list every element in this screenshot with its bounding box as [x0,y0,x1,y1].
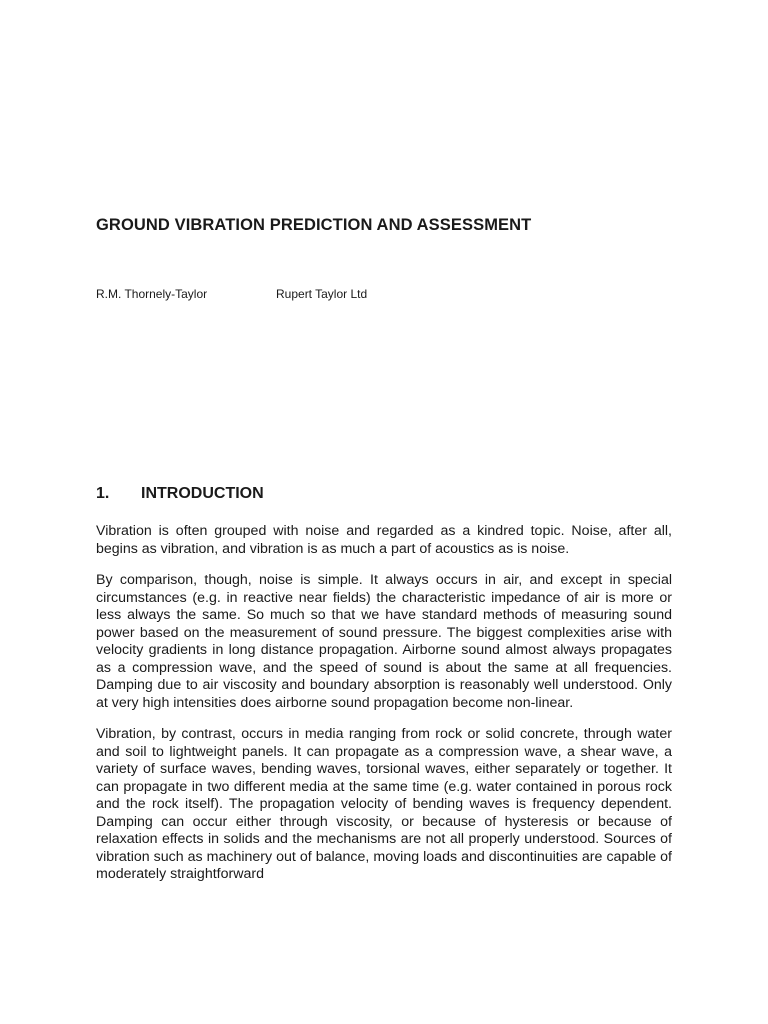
paragraph: Vibration is often grouped with noise and regarded as a kindred topic. Noise, after all, begins as vibration, and vibration is as much a part of acoustics as is noise. [96,523,672,557]
section-title: INTRODUCTION [141,485,264,502]
paragraph: Vibration, by contrast, occurs in media ranging from rock or solid concrete, through water and soil to lightweight panels. It can propagate as a compression wave, a shear wave, a variety of surface waves, bending waves, torsional waves, either separately or together. It can propagate in two different media at the same time (e.g. water contained in porous rock and the rock itself). The propagation velocity of bending waves is frequency dependent. Damping can occur either through viscosity, or because of hysteresis or because of relaxation effects in solids and the mechanisms are not all properly understood. Sources of vibration such as machinery out of balance, moving loads and discontinuities are capable of moderately straightforward [96,726,672,882]
body-text [96,523,672,898]
document-title: GROUND VIBRATION PREDICTION AND ASSESSMENT [96,216,532,234]
author-name: R.M. Thornely-Taylor [96,287,208,301]
author-organization: Rupert Taylor Ltd [276,287,368,301]
paragraph: By comparison, though, noise is simple. It always occurs in air, and except in special circumstances (e.g. in reactive near fields) the characteristic impedance of air is more or less always the same. So much so that we have standard methods of measuring sound power based on the measurement of sound pressure. The biggest complexities arise with velocity gradients in long distance propagation. Airborne sound almost always propagates as a compression wave, and the speed of sound is about the same at all frequencies. Damping due to air viscosity and boundary absorption is reasonably well understood. Only at very high intensities does airborne sound propagation become non-linear. [96,572,672,711]
section-number: 1. [96,485,110,502]
